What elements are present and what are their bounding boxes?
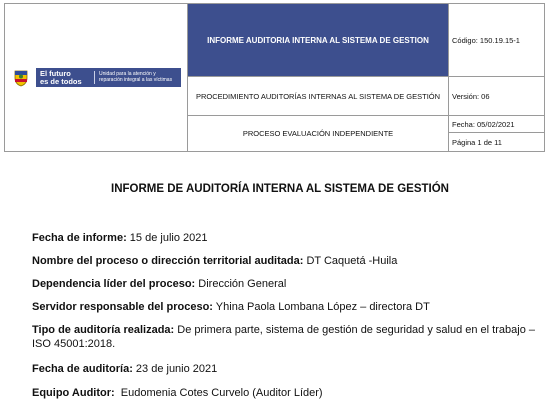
procedure-cell: PROCEDIMIENTO AUDITORÍAS INTERNAS AL SISTEMA DE GESTIÓN: [188, 77, 449, 116]
date-cell: Fecha: 05/02/2021: [449, 116, 545, 133]
field-value: Yhina Paola Lombana López – directora DT: [212, 301, 430, 313]
field-label: Fecha de informe:: [32, 232, 127, 244]
field-value: 23 de junio 2021: [132, 363, 218, 375]
logo-slogan-line2: es de todos: [40, 76, 82, 86]
report-title-cell: INFORME AUDITORIA INTERNA AL SISTEMA DE GESTION: [188, 4, 449, 77]
field-report-date: [32, 231, 540, 245]
field-label: Tipo de auditoría realizada:: [32, 324, 175, 336]
logo-cell: [5, 4, 188, 152]
logo-slogan-line1: El futuro: [40, 69, 71, 78]
field-process-name: [32, 254, 540, 268]
document-title: INFORME DE AUDITORÍA INTERNA AL SISTEMA DE GESTIÓN: [111, 183, 449, 195]
field-audit-type: [32, 323, 540, 351]
field-label: Nombre del proceso o dirección territorial auditada:: [32, 255, 304, 267]
field-value: 15 de julio 2021: [126, 232, 208, 244]
field-value: De primera parte, sistema de gestión de seguridad y salud en el trabajo – ISO 45001:2018.: [32, 324, 535, 350]
logo-slogan: [40, 70, 90, 85]
document-header-table: [4, 3, 545, 152]
logo-entity-name: Unidad para la atención y reparación integral a las víctimas: [99, 71, 173, 83]
field-label: Dependencia líder del proceso:: [32, 278, 196, 290]
field-audit-team: [32, 386, 540, 400]
version-cell: Versión: 06: [449, 77, 545, 116]
field-label: Fecha de auditoría:: [32, 363, 133, 375]
logo: [5, 4, 187, 151]
logo-divider: [94, 71, 95, 84]
field-audit-date: [32, 362, 540, 376]
field-label: Equipo Auditor:: [32, 387, 115, 399]
unidad-victimas-logo: [36, 68, 181, 87]
coat-of-arms-icon: [11, 68, 31, 88]
field-responsible-official: [32, 300, 540, 314]
field-label: Servidor responsable del proceso:: [32, 301, 213, 313]
page-cell: Página 1 de 11: [449, 133, 545, 152]
process-cell: PROCESO EVALUACIÓN INDEPENDIENTE: [188, 116, 449, 152]
field-value: DT Caquetá -Huila: [303, 255, 398, 267]
code-cell: Código: 150.19.15-1: [449, 4, 545, 77]
field-value: Eudomenia Cotes Curvelo (Auditor Líder): [114, 387, 323, 399]
field-lead-dependency: [32, 277, 540, 291]
field-value: Dirección General: [195, 278, 287, 290]
